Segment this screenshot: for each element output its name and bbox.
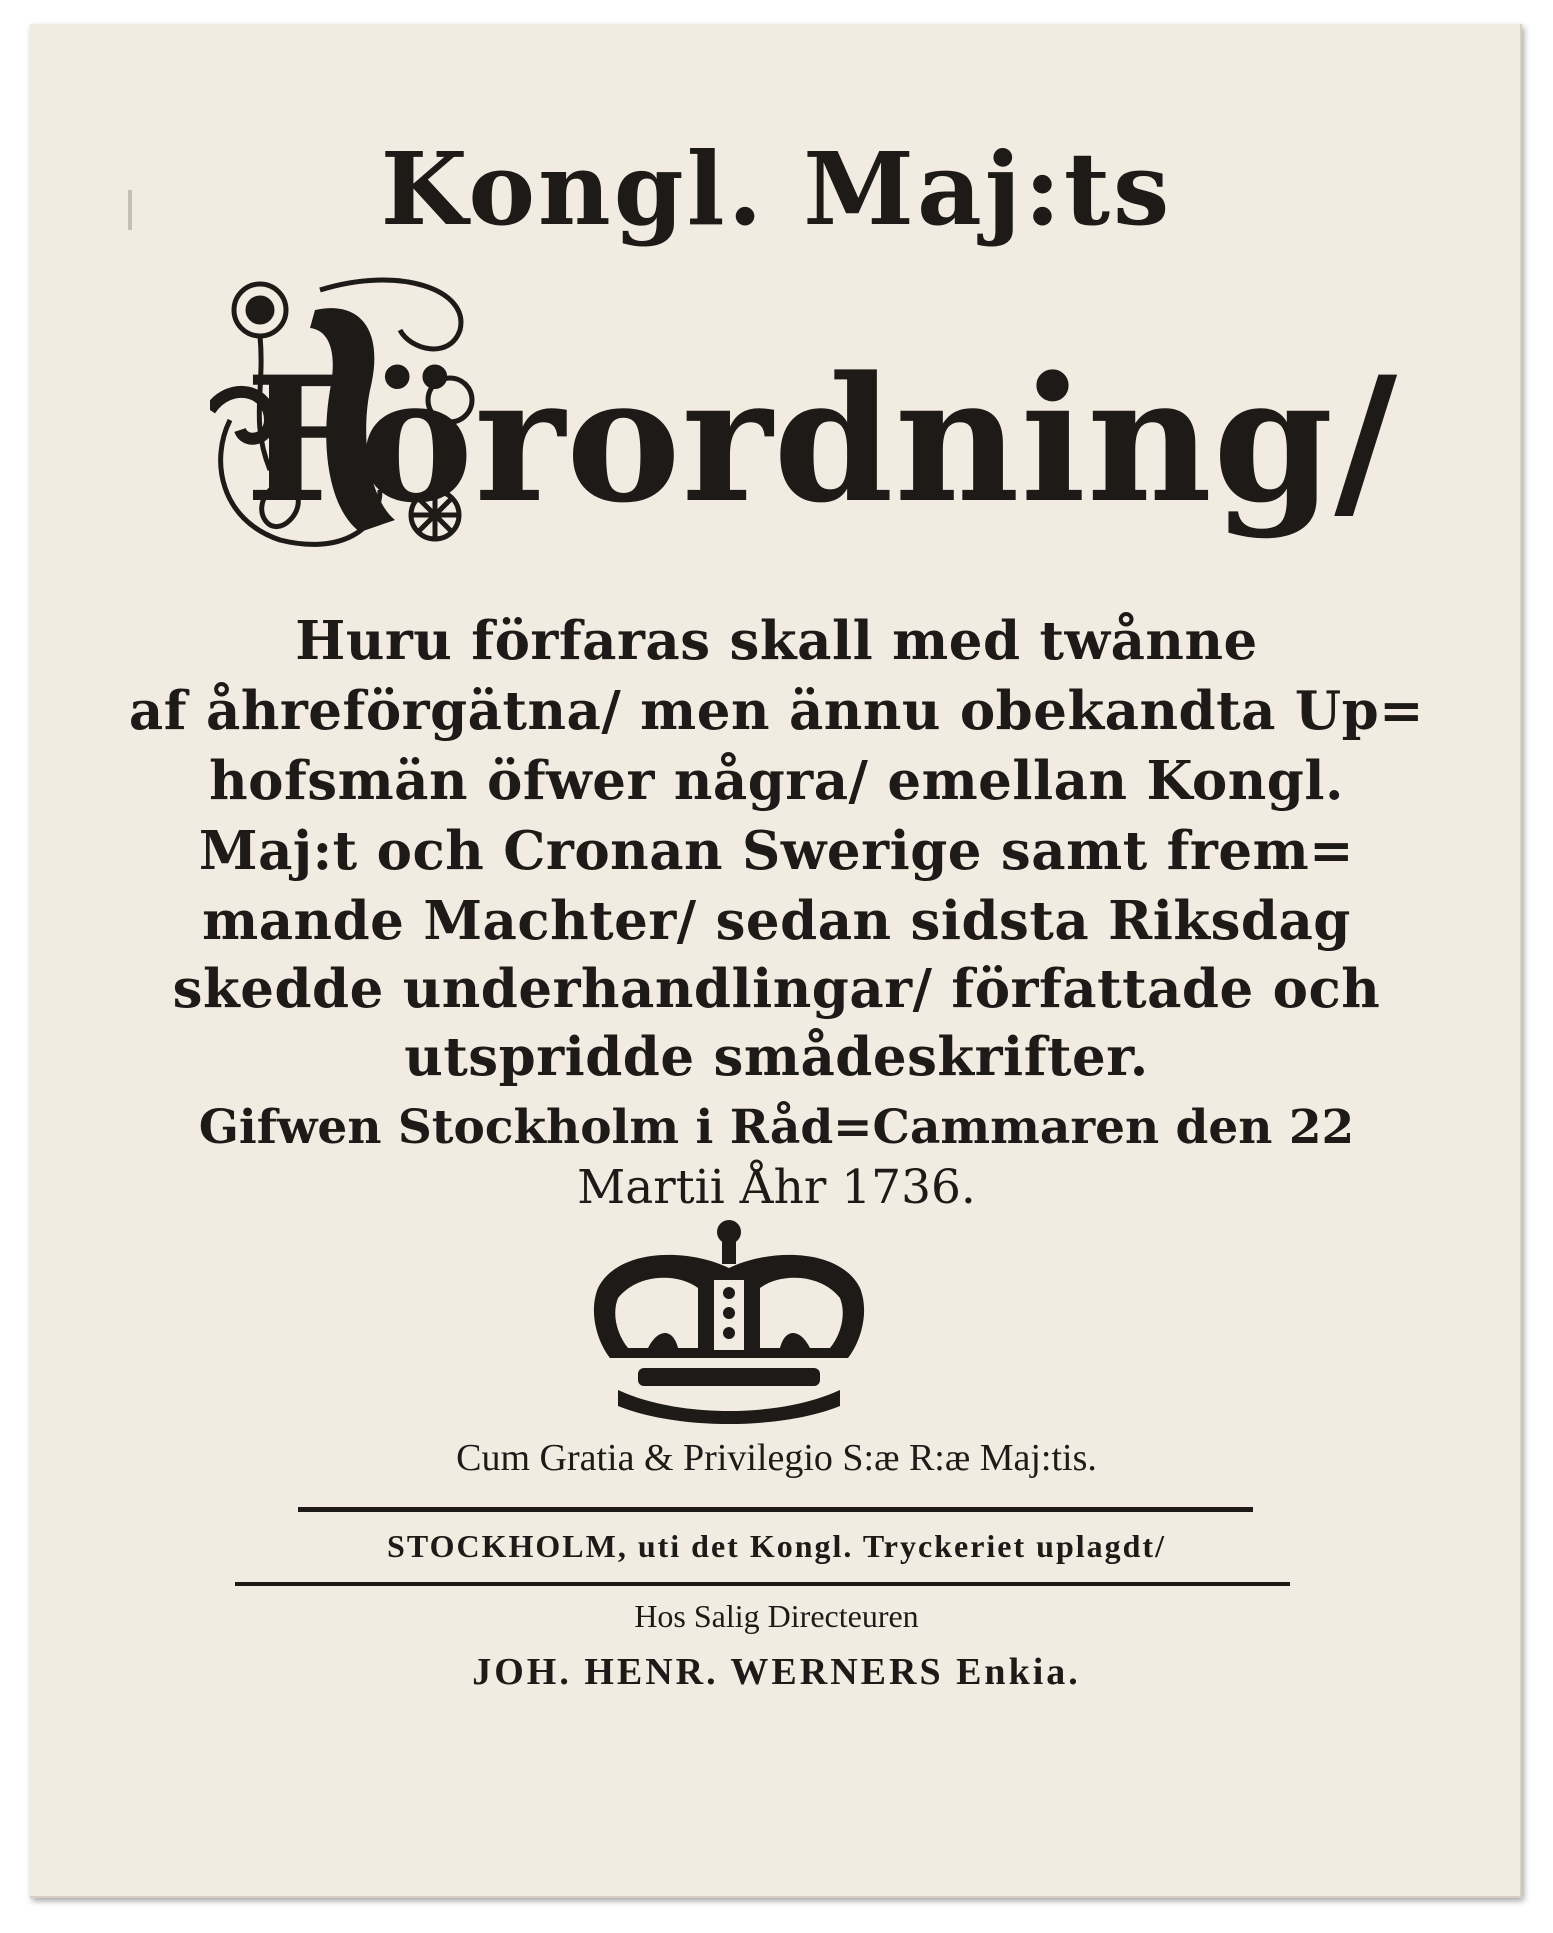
privilege-line: Cum Gratia & Privilegio S:æ R:æ Maj:tis. bbox=[456, 1437, 1097, 1479]
title-line-1: Kongl. Maj:ts bbox=[380, 130, 1173, 248]
given-line-1: Gifwen Stockholm i Råd=Cammaren den 22 bbox=[198, 1100, 1355, 1155]
subtitle-line: mande Machter/ sedan sidsta Riksdag bbox=[202, 890, 1351, 952]
divider-rule bbox=[298, 1507, 1253, 1512]
subtitle-line: hofsmän öfwer några/ emellan Kongl. bbox=[209, 750, 1344, 812]
subtitle-line: utspridde smådeskrifter. bbox=[404, 1026, 1149, 1088]
divider-rule bbox=[235, 1582, 1290, 1586]
subtitle-line: skedde underhandlingar/ författade och bbox=[172, 958, 1381, 1020]
subtitle-line: Huru förfaras skall med twånne bbox=[295, 610, 1258, 672]
crown-icon bbox=[578, 1218, 880, 1428]
subtitle-line: af åhreförgätna/ men ännu obekandta Up= bbox=[128, 680, 1425, 742]
imprint-line-2: Hos Salig Directeuren bbox=[634, 1598, 919, 1634]
title-line-2: Förordning/ bbox=[244, 338, 1399, 541]
imprint-line-1: STOCKHOLM, uti det Kongl. Tryckeriet uplagdt/ bbox=[387, 1528, 1166, 1564]
imprint-line-3: JOH. HENR. WERNERS Enkia. bbox=[472, 1651, 1081, 1693]
subtitle-line: Maj:t och Cronan Swerige samt frem= bbox=[198, 820, 1355, 882]
given-line-2: Martii Åhr 1736. bbox=[577, 1160, 976, 1215]
